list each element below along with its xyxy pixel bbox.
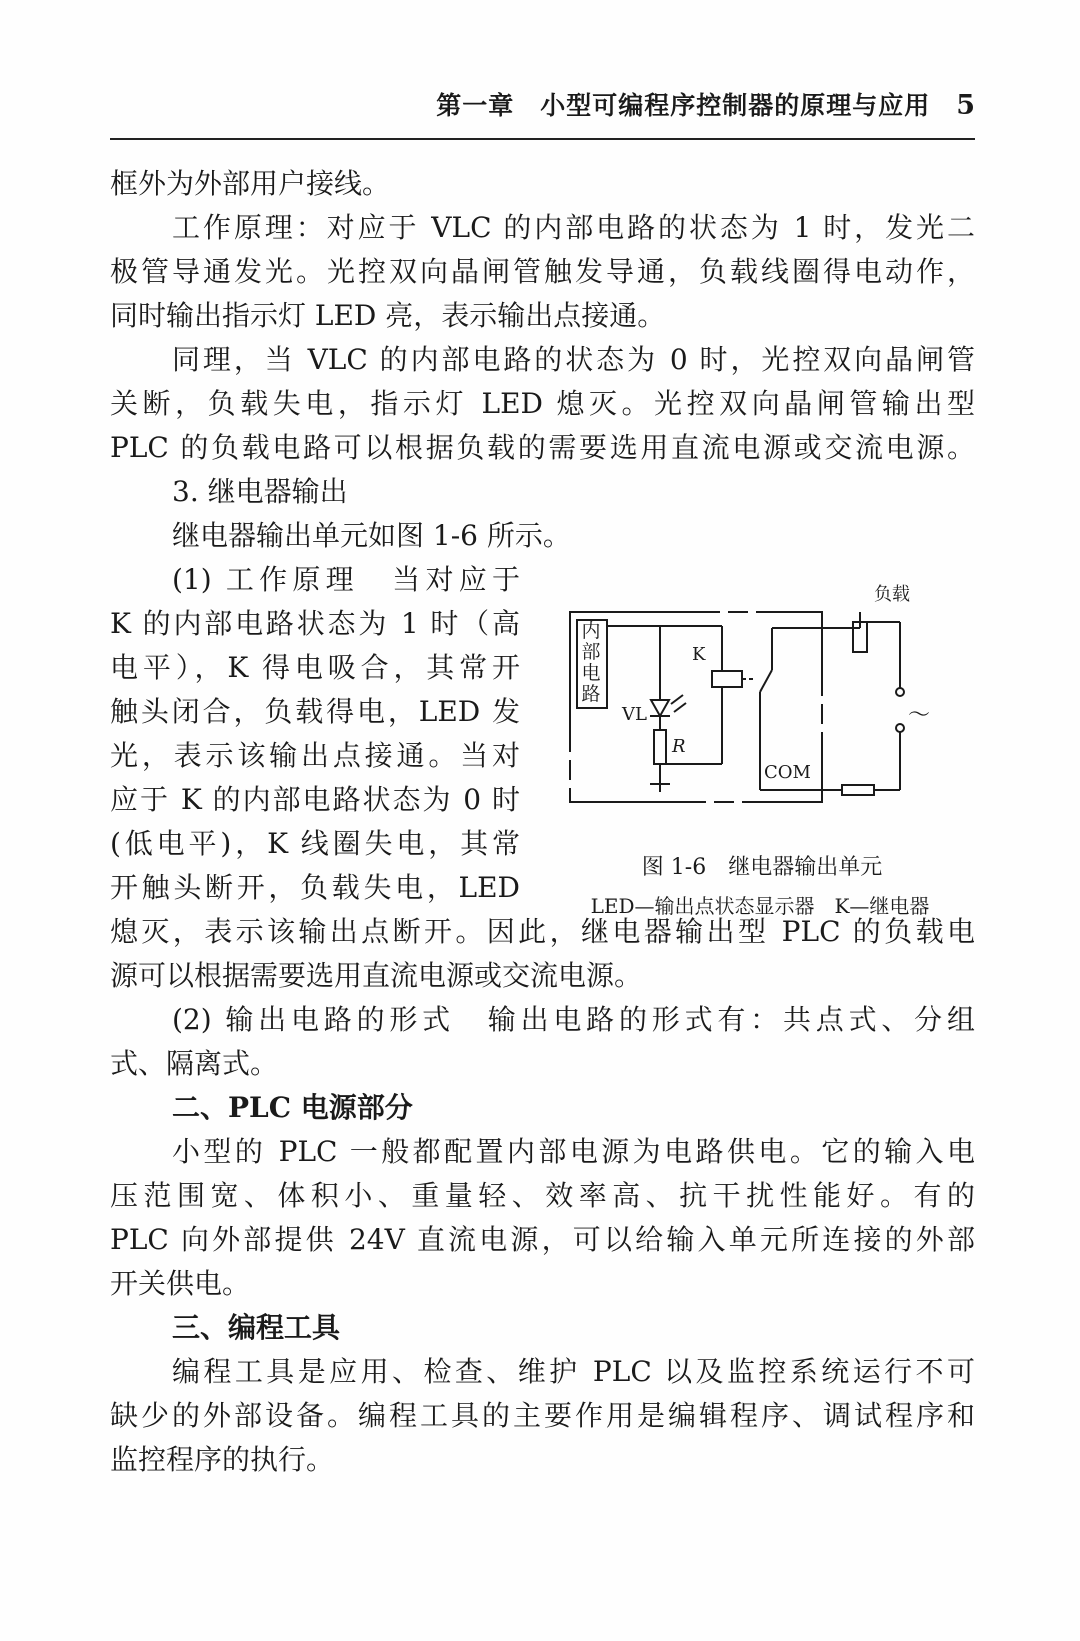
text-line: 关断，负载失电，指示灯 LED 熄灭。光控双向晶闸管输出型 <box>110 387 975 420</box>
text-line: 框外为外部用户接线。 <box>110 167 391 200</box>
text-line: (低电平)，K 线圈失电，其常 <box>110 827 520 860</box>
text-line: 缺少的外部设备。编程工具的主要作用是编辑程序、调试程序和 <box>110 1399 975 1432</box>
text-line: K 的内部电路状态为 1 时（高 <box>110 607 520 640</box>
load-label: 负载 <box>874 584 910 605</box>
text-line: 小型的 PLC 一般都配置内部电源为电路供电。它的输入电 <box>172 1135 975 1168</box>
text-line: 继电器输出单元如图 1-6 所示。 <box>172 519 571 552</box>
led-vl-label: VL <box>622 704 647 725</box>
text-line: (1) 工作原理 当对应于 <box>172 563 520 596</box>
internal-circuit-label: 内部电路 <box>581 620 601 705</box>
section-heading: 二、PLC 电源部分 <box>172 1091 413 1124</box>
text-line: 开关供电。 <box>110 1267 251 1300</box>
text-line: 应于 K 的内部电路状态为 0 时 <box>110 783 520 816</box>
text-line: 电平），K 得电吸合，其常开 <box>110 651 520 684</box>
text-line: 熄灭，表示该输出点断开。因此，继电器输出型 PLC 的负载电 <box>110 915 975 948</box>
text-line: 监控程序的执行。 <box>110 1443 335 1476</box>
text-line: 同理，当 VLC 的内部电路的状态为 0 时，光控双向晶闸管 <box>172 343 975 376</box>
resistor-r <box>654 730 666 764</box>
text-line: PLC 向外部提供 24V 直流电源，可以给输入单元所连接的外部 <box>110 1223 975 1256</box>
relay-output-diagram <box>560 584 964 834</box>
figure-caption: 图 1-6 继电器输出单元 <box>641 855 883 880</box>
figure-legend: LED—输出点状态显示器 K—继电器 <box>590 894 930 918</box>
text-line: 极管导通发光。光控双向晶闸管触发导通，负载线圈得电动作， <box>110 255 975 288</box>
text-line: 式、隔离式。 <box>110 1047 279 1080</box>
text-line: 开触头断开，负载失电，LED <box>110 871 520 904</box>
relay-k-label: K <box>692 644 706 665</box>
text-line: 工作原理：对应于 VLC 的内部电路的状态为 1 时，发光二 <box>172 211 975 244</box>
resistor-r-label: R <box>672 736 686 757</box>
ac-source-label: ～ <box>908 703 931 728</box>
text-line: 源可以根据需要选用直流电源或交流电源。 <box>110 959 643 992</box>
header-rule <box>110 138 975 140</box>
relay-coil-k <box>712 671 742 687</box>
chapter-title: 第一章 小型可编程序控制器的原理与应用 <box>436 91 931 120</box>
page-number: 5 <box>956 90 975 121</box>
text-line: 压范围宽、体积小、重量轻、效率高、抗干扰性能好。有的 <box>110 1179 975 1212</box>
text-line: PLC 的负载电路可以根据负载的需要选用直流电源或交流电源。 <box>110 431 975 464</box>
fuse <box>842 785 874 795</box>
text-line: (2) 输出电路的形式 输出电路的形式有：共点式、分组 <box>172 1003 975 1036</box>
circuit-svg <box>560 604 964 834</box>
text-line: 编程工具是应用、检查、维护 PLC 以及监控系统运行不可 <box>172 1355 975 1388</box>
text-line: 触头闭合，负载得电，LED 发 <box>110 695 520 728</box>
section-heading: 3. 继电器输出 <box>172 475 348 508</box>
section-heading: 三、编程工具 <box>172 1311 341 1344</box>
com-label: COM <box>764 762 811 783</box>
text-line: 光，表示该输出点接通。当对 <box>110 739 520 772</box>
text-line: 同时输出指示灯 LED 亮，表示输出点接通。 <box>110 299 666 332</box>
page-header <box>110 86 975 126</box>
